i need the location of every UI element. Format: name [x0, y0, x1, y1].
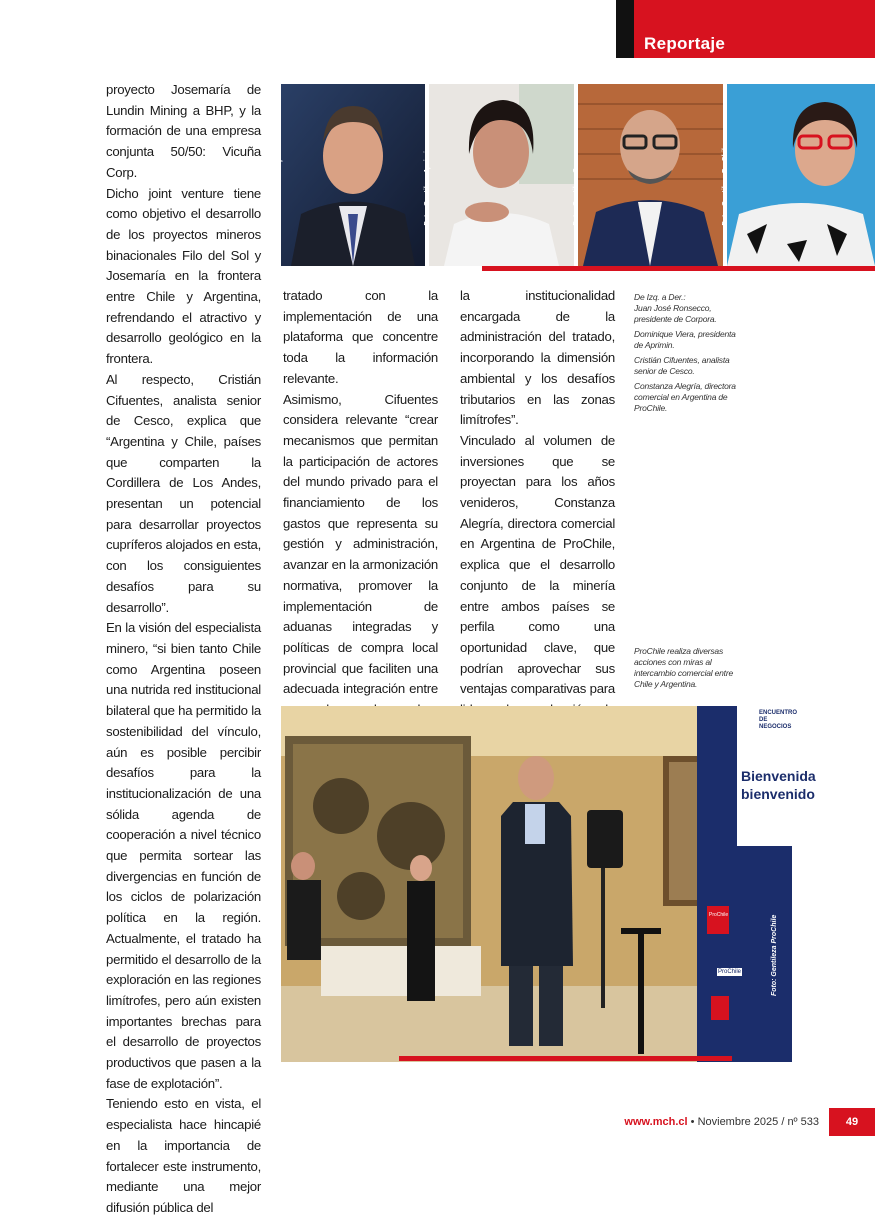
article-column-2 — [283, 286, 438, 762]
paragraph: Teniendo esto en vista, el especialista hace hincapié en la importancia de fortalecer este instrumento, mediante una mejor difusión pública del — [106, 1096, 261, 1215]
section-tab-strip — [616, 0, 634, 58]
portrait-photo-viera — [424, 84, 574, 266]
event-photo — [281, 706, 816, 1062]
paragraph: Vinculado al volumen de inversiones que se proyectan para los años venideros, Constanza Alegría, directora comercial en Argentina de ProChile, explica que el desarrollo conjunto de la minería entre ambos países se perfila como una oportunidad clave, que podrían aprovechar sus ventajas comparativas para — [460, 432, 615, 697]
event-caption — [634, 646, 744, 694]
paragraph: Al respecto, Cristián Cifuentes, analista senior de Cesco, explica que “Argentina y Chile, países que comparten la Cordillera de Los Andes, presentan un potencial para desarrollar proyectos cupríferos alojados en esta, con los consiguientes desafíos para su desarrollo”. — [106, 371, 262, 615]
paragraph: tratado con la implementación de una plataforma que concentre toda la información relevante. — [283, 288, 438, 386]
photo-credit: Foto: Gentileza ProChile — [722, 144, 729, 226]
photo-credit: Foto: Gentileza Cesco — [573, 152, 580, 226]
caption-line: Dominique Viera, presidenta de Aprimin. — [634, 329, 736, 350]
footer-url[interactable]: www.mch.cl — [624, 1116, 688, 1128]
section-label: Reportaje — [644, 34, 726, 53]
caption-line: Constanza Alegría, directora comercial en Argentina de ProChile. — [634, 381, 736, 413]
paragraph: Asimismo, Cifuentes considera relevante “crear mecanismos que permitan la participación de actores del mundo privado para el financiamiento de los gastos que representa su gestión y administración, avanzar en la armonización normativa, promover la implementación de aduanas integradas y políticas de compra local provincial que faciliten una adecuada integración entre — [283, 391, 438, 697]
banner-top-text: ENCUENTRO DE NEGOCIOS — [759, 710, 798, 730]
paragraph: la institucionalidad encargada de la administración del tratado, incorporando la dimensión ambiental y los desafíos tributarios en las zonas limítrofes”. — [460, 288, 615, 428]
red-rule — [482, 266, 875, 271]
photo-credit: Foto: Gentileza Corpora — [276, 146, 283, 226]
page-number: 49 — [829, 1108, 875, 1136]
portrait-photo-cifuentes — [573, 84, 723, 266]
portrait-photo-ronsecco — [276, 84, 425, 266]
paragraph: Dicho joint venture tiene como objetivo el desarrollo de los proyectos mineros binacionales Filo del Sol y Josemaría en la frontera entre Chile y Argentina, refrendando el atractivo y desarrollo geológico en la frontera. — [106, 185, 261, 367]
footer — [624, 1116, 819, 1128]
portrait-photo-alegria — [722, 84, 875, 266]
prochile-logo: ProChile — [718, 969, 742, 975]
caption-line: ProChile realiza diversas acciones con miras al intercambio comercial entre Chile y Argentina. — [634, 646, 734, 689]
banner-welcome-line2: bienvenido — [741, 786, 815, 802]
portrait-caption — [634, 292, 744, 418]
prochile-logo: ProChile — [709, 912, 729, 918]
caption-line: Juan José Ronsecco, presidente de Corpora. — [634, 303, 717, 324]
article-column-1 — [106, 80, 261, 1219]
photo-credit: Foto: Gentileza ProChile — [771, 914, 778, 996]
footer-issue: • Noviembre 2025 / nº 533 — [690, 1116, 819, 1128]
banner-welcome-line1: Bienvenida — [741, 768, 816, 784]
paragraph: proyecto Josemaría de Lundin Mining a BHP, y la formación de una empresa conjunta 50/50: Vicuña Corp. — [106, 82, 261, 180]
article-column-3 — [460, 286, 615, 762]
paragraph: En la visión del especialista minero, “si bien tanto Chile como Argentina poseen una nutrida red institucional bilateral que ha permitido la sostenibilidad del vínculo, aún es posible percibir desafíos para la institucionalización de una sólida agenda de cooperación a nivel técnico que permita sortear las divergencias en función de los ciclos de polarización política en la región. Actualmente, el tratado ha permitido el desarrollo de la exploración en las regiones limítrofes, pero aún existen importantes brechas para el desarrollo de proyectos productivos que pasen a la fase de explotación”. — [106, 620, 261, 1091]
photo-credit: Foto: Gentileza Aprimin — [424, 147, 431, 226]
caption-line: Cristián Cifuentes, analista senior de Cesco. — [634, 355, 730, 376]
caption-line: De Izq. a Der.: — [634, 292, 686, 302]
section-tab — [616, 0, 875, 58]
red-rule — [399, 1056, 732, 1061]
